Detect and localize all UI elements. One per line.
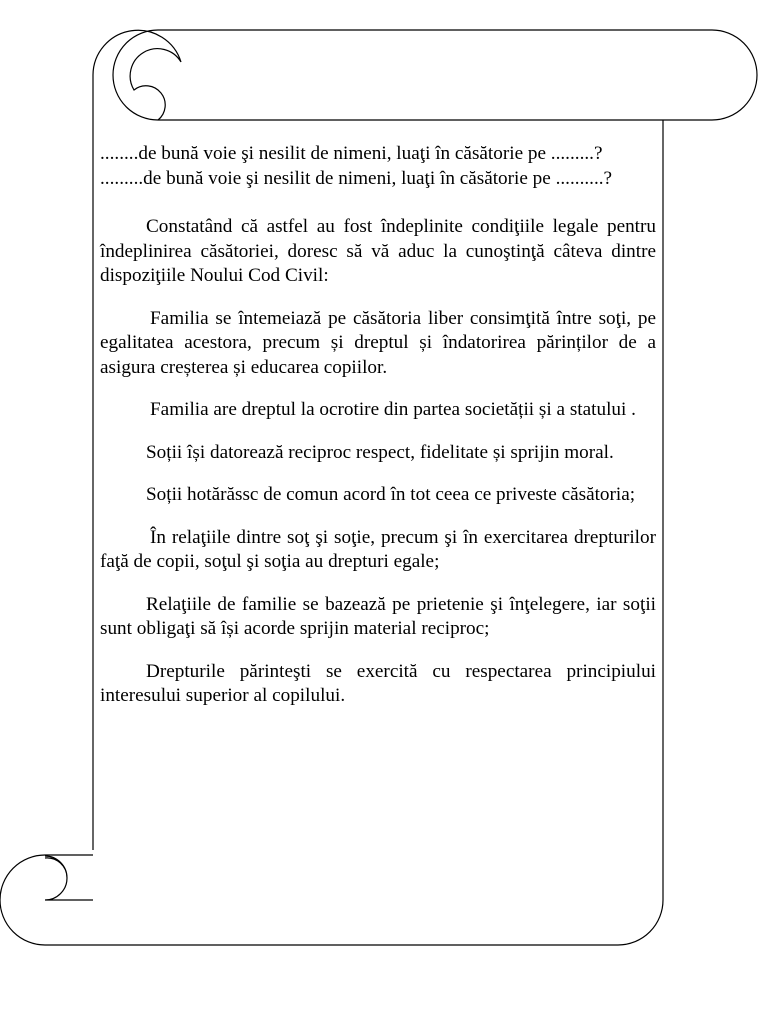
question-line-groom: ........de bună voie şi nesilit de nimeni, luaţi în căsătorie pe .........? [100, 143, 603, 164]
top-scroll-roll [113, 30, 757, 120]
paragraph-family-relations: Relaţiile de familie se bazează pe prietenie şi înţelegere, iar soţii sunt obligaţi să își acorde sprijin material reciproc; [100, 593, 656, 639]
consent-questions [100, 142, 656, 191]
bottom-curl-spiral [45, 856, 93, 900]
document-body [100, 142, 656, 709]
paragraph-parental-rights: Drepturile părinteşti se exercită cu respectarea principiului interesului superior al copilului. [100, 660, 656, 706]
paragraph-equal-rights: În relaţiile dintre soţ şi soţie, precum şi în exercitarea drepturilor faţă de copii, soţul şi soţia au drepturi egale; [100, 526, 656, 572]
question-line-bride: .........de bună voie şi nesilit de nimeni, luaţi în căsătorie pe ..........? [100, 167, 613, 189]
paragraph-mutual-respect: Soții își datorează reciproc respect, fidelitate și sprijin moral. [146, 441, 614, 463]
paragraph-common-decision: Soții hotărăssc de comun acord în tot ceea ce priveste căsătoria; [146, 484, 636, 505]
top-curl-spiral [93, 30, 181, 120]
paragraph-family-foundation: Familia se întemeiază pe căsătoria liber consimţită între soţi, pe egalitatea acestora, precum și dreptul și îndatorirea părinților de a asigura creșterea și educarea copiilor. [100, 307, 656, 378]
paragraph-declaration: Constatând că astfel au fost îndeplinite condiţiile legale pentru îndeplinirea căsătoriei, doresc să vă aduc la cunoştinţă câteva dintre dispoziţiile Noului Cod Civil: [100, 216, 656, 286]
paragraph-family-protection: Familia are dreptul la ocrotire din partea societății și a statului . [150, 399, 636, 420]
